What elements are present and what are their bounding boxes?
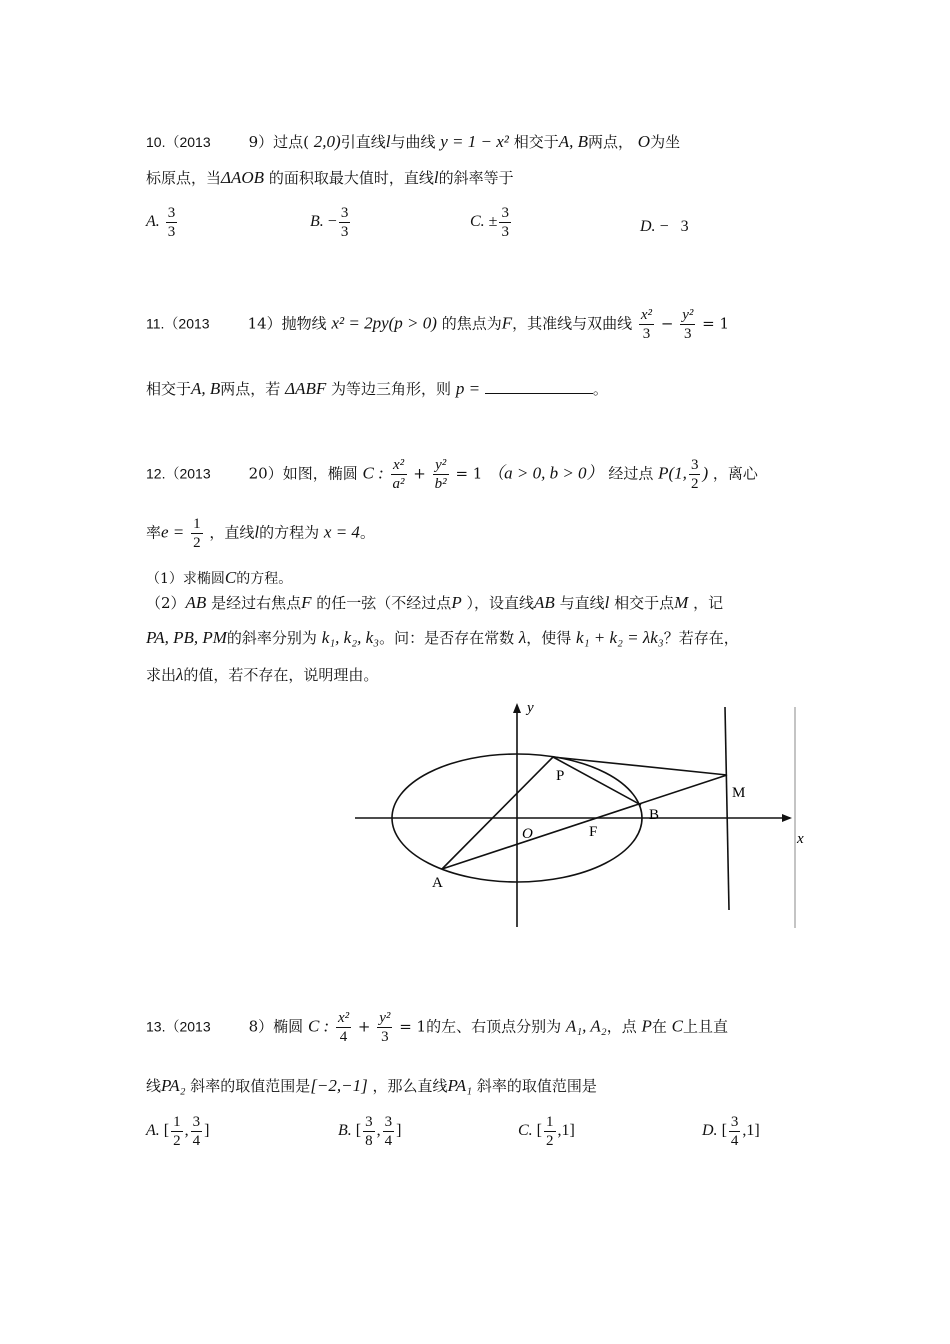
q11-line2a: 相交于 [146,380,192,398]
q13-opt-c-label: C. [518,1122,533,1140]
q10-l2: l [433,168,439,187]
q12-part2g: ，记 [693,594,724,612]
q13-opt-b-pre: [ [355,1122,362,1140]
q12-part2-ab: AB [185,593,207,612]
q12-text1: 经过点 [608,464,654,483]
q10-opt-b-sign: − [327,213,337,231]
q13-opt-a-pre: [ [163,1122,170,1140]
q10-opt-c-den: 3 [501,224,509,240]
q11-p: p = [455,379,481,398]
q11-text1: 的焦点为 [441,314,502,333]
q12-line5 [146,664,378,685]
q10-line2c: 的斜率等于 [438,169,514,187]
label-y: y [527,700,534,716]
q12-k: k₁, k₂, k₃ [321,628,380,647]
q11-text2: ，其准线与双曲线 [512,314,633,333]
q11-h-num2: y² [682,307,694,323]
q10-opt-a-num: 3 [167,205,176,221]
q10-source: 9）过点( [248,133,310,151]
q12-part1-text: （1）求椭圆 [146,571,225,587]
answer-blank[interactable] [485,379,593,394]
q13-opt-b-n1: 3 [365,1114,373,1130]
q11-h-den2: 3 [684,326,692,342]
q11-line2 [146,378,608,399]
q10-opt-c-sign: ± [488,213,498,231]
q12-e-den2: b² [434,476,447,492]
q13-number: 13.（2013 [146,1018,211,1035]
q10-opt-b-label: B. [310,213,324,231]
q12-line4d: ？若存在， [663,629,739,647]
q13-p: P [641,1016,652,1036]
q13-opt-b-post: ] [396,1122,402,1140]
q12-part2 [146,592,723,613]
q12-e-num1: x² [392,457,405,473]
q10-line2 [146,167,514,188]
q10-opt-d-sign: − [659,218,669,235]
q13-opt-a-d1: 2 [173,1133,181,1149]
q12-line2 [146,515,375,552]
q12-p-den: 2 [690,476,699,492]
segment-am [442,775,727,869]
q11-eq: x² = 2py(p > 0) [331,313,437,333]
q13-opt-a-d2: 4 [192,1133,201,1149]
q10-opt-d-label: D. [640,218,656,235]
q10-opt-c-label: C. [470,213,485,231]
q13-text2: ，点 [606,1017,637,1036]
q12-rel: k₁ + k₂ = λk₃ [576,628,664,647]
q12-xeq: x = 4 [323,522,360,542]
q10-text5: 为坐 [650,133,681,151]
q13-e-den1: 4 [339,1029,348,1045]
q13-range: [−2,−1] [310,1076,368,1095]
q13-opt-c-post: ,1] [557,1122,575,1140]
x-arrow-icon [782,814,792,822]
q10-point: 2,0) [313,132,341,151]
q13-opt-b-mid: , [376,1122,381,1140]
q12-text2: ，离心 [712,464,758,483]
q12-e-den1: a² [392,476,405,492]
q10-o: O [637,132,651,151]
q11-line1 [146,306,729,343]
q12-part2f: 相交于点 [614,594,675,612]
label-m: M [732,785,746,801]
q13-text4: 上且直 [683,1017,729,1036]
q13-opt-a-n2: 3 [192,1114,201,1130]
q13-opt-d-d1: 4 [730,1133,739,1149]
q13-e-den2: 3 [381,1029,389,1045]
q12-part1-c: C [224,568,237,587]
q10-tri: ΔAOB [221,168,265,187]
q13-pa1: PA₁ [447,1076,473,1095]
q13-line2b: 斜率的取值范围是 [190,1077,311,1095]
q11-h-num1: x² [640,307,653,323]
q12-part2b: 是经过右焦点 [211,594,302,612]
q13-e-num2: y² [379,1010,391,1026]
q11-source: 14）抛物线 [247,314,327,333]
q11-line2b: 两点，若 [220,380,281,398]
label-b: B [649,807,660,823]
q12-part1 [146,568,292,588]
q13-opt-a-mid: , [184,1122,189,1140]
q12-number: 12.（2013 [146,465,211,482]
q10-option-c [470,204,513,241]
q10-l: l [385,132,391,151]
q10-opt-c-num: 3 [501,205,509,221]
q10-text4: 两点， [587,133,633,151]
q12-e-lbl: e = [161,522,185,542]
label-f: F [589,824,598,840]
q13-c2: C [671,1016,684,1036]
q10-curve: y = 1 − x² [440,132,509,151]
q13-plus: + [357,1017,371,1036]
q13-pa2: PA₂ [161,1076,186,1095]
q12-eq1: = 1 [455,464,483,483]
q13-opt-d-post: ,1] [742,1122,760,1140]
q13-opt-d-pre: [ [721,1122,727,1140]
q10-opt-b-num: 3 [340,205,349,221]
q13-opt-d-label: D. [702,1122,718,1140]
q12-part1-end: 的方程。 [236,571,293,587]
q13-eq1: = 1 [399,1017,427,1036]
q13-opt-b-d1: 8 [365,1133,373,1149]
q13-option-a [146,1113,209,1150]
q12-line5b: 的值，若不存在，说明理由。 [183,666,379,684]
q13-line2c: ，那么直线 [372,1077,448,1095]
q10-number: 10.（2013 [146,134,211,150]
q10-line1 [146,131,680,152]
q12-part2-m: M [674,593,689,612]
q13-e-num1: x² [337,1010,350,1026]
segment-pm [553,757,727,775]
q13-a12: A₁, A₂ [565,1016,607,1036]
q10-opt-b-den: 3 [340,224,349,240]
q12-part2-l: l [604,593,610,612]
label-p: P [556,768,565,784]
q11-h-eq: = 1 [702,314,730,333]
line-l [725,707,729,910]
q12-cond: （a > 0, b > 0） [487,463,604,483]
q13-option-b [338,1113,401,1150]
q12-lambda2: λ [176,665,184,684]
q11-ab: A, B [191,379,221,398]
q12-line2d: 。 [359,523,375,542]
y-arrow-icon [513,703,521,713]
q11-end: 。 [592,380,608,398]
q12-part2-p: P [451,593,462,612]
q11-f: F [501,313,513,333]
q13-line2d: 斜率的取值范围是 [476,1077,597,1095]
q13-line1 [146,1009,728,1046]
q12-line5: 求出 [146,666,177,684]
q12-p-post: ) [702,463,709,483]
q12-lambda: λ [518,628,527,647]
segment-pb [553,757,641,805]
q12-part2c: 的任一弦（不经过点 [316,594,452,612]
q10-option-d [640,218,689,236]
q11-h-den1: 3 [642,326,651,342]
q12-e-num2: y² [435,457,447,473]
q12-p-pre: P(1, [658,463,687,483]
q12-part2-f: F [301,593,312,612]
q12-source: 20）如图，椭圆 [248,464,358,483]
q13-opt-c-n1: 1 [546,1114,554,1130]
q12-line4 [146,627,739,648]
q13-text1: 的左、右顶点分别为 [426,1017,562,1036]
q11-h-minus: − [660,314,674,333]
q13-option-c [518,1113,575,1150]
q10-line2a: 标原点，当 [146,169,222,187]
q12-line4c: ，使得 [526,629,572,647]
q13-opt-b-label: B. [338,1122,352,1140]
q12-line2b: ，直线 [209,523,255,542]
q12-part2-ab2: AB [534,593,555,612]
q10-ab: A, B [558,132,588,151]
q10-text1: 引直线 [340,133,386,151]
q13-text3: 在 [651,1017,667,1036]
q12-line4-pts: PA, PB, PM [146,628,227,647]
q13-opt-a-post: ] [204,1122,210,1140]
q13-opt-c-pre: [ [536,1122,542,1140]
q13-line2 [146,1075,597,1096]
q10-option-a [146,204,179,241]
q12-part2e: 与直线 [559,594,605,612]
q12-plus: + [413,464,426,483]
q13-opt-a-n1: 1 [173,1114,181,1130]
q10-text2: 与曲线 [390,133,436,151]
q11-number: 11.（2013 [146,315,210,332]
q13-source: 8）椭圆 [248,1017,304,1036]
q13-opt-c-d1: 2 [546,1133,554,1149]
q10-option-b [310,204,352,241]
q12-line4a: 的斜率分别为 [226,629,317,647]
q12-part2a: （2） [146,594,186,612]
segment-ap [442,757,553,869]
ellipse-curve [392,754,642,882]
q12-c: C : [362,463,384,483]
q12-ecc-den: 2 [193,535,201,551]
q13-line2a: 线 [146,1077,162,1095]
label-a: A [432,875,443,891]
q11-tri: ΔABF [285,379,327,398]
q13-opt-b-n2: 3 [384,1114,393,1130]
q11-line2c: 为等边三角形，则 [331,380,452,398]
q10-text3: 相交于 [513,133,559,151]
q13-option-d [702,1113,760,1150]
q12-line2c: 的方程为 [259,523,320,542]
q10-opt-d-text: 3 [680,218,689,235]
q12-l: l [254,522,260,542]
q10-opt-a-den: 3 [167,224,176,240]
label-o: O [522,826,533,842]
q13-opt-b-d2: 4 [384,1133,393,1149]
q13-opt-a-label: A. [146,1122,160,1140]
q12-line1 [146,456,758,493]
label-x: x [797,831,804,847]
q12-line2a: 率 [146,523,162,542]
q12-line4b: 。问：是否存在常数 [379,629,515,647]
q12-p-num: 3 [690,457,699,473]
q12-part2d: ），设直线 [466,594,534,612]
q13-c: C : [307,1016,330,1036]
q10-line2b: 的面积取最大值时，直线 [268,169,434,187]
q13-opt-d-n1: 3 [730,1114,739,1130]
q10-opt-a-label: A. [146,213,160,231]
q12-ecc-num: 1 [193,516,201,532]
